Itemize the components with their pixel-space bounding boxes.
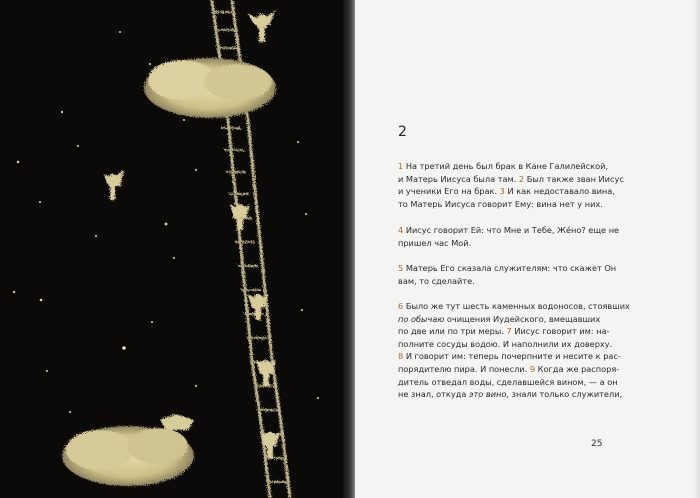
angel-lying-bottom (160, 414, 194, 430)
verse-text: вам, то сделайте. (398, 275, 475, 286)
verse-paragraph (398, 160, 688, 210)
verse-text: по две или по три меры. (398, 326, 507, 337)
text-line (398, 237, 688, 250)
verse-number: 6 (398, 301, 404, 311)
cloud-bottom (62, 426, 194, 486)
italic-text: это вино (469, 389, 507, 400)
text-line (398, 313, 688, 326)
angel-flying-left (104, 170, 124, 200)
text-line (398, 224, 688, 237)
verse-number: 8 (398, 351, 404, 362)
text-page (355, 0, 700, 498)
verse-text: полните сосуды водою. И наполнили их доверху. (398, 338, 613, 349)
verse-text: И как недоставало вина, (504, 186, 615, 197)
text-line (398, 275, 688, 288)
verse-text: и ученики Его на брак. (398, 186, 500, 197)
angel-ladder-2 (248, 294, 268, 320)
verse-text: то Матерь Иисуса говорит Ему: вина нет у них. (398, 198, 603, 209)
verse-text: пришел час Мой. (398, 237, 472, 248)
verse-number: 4 (398, 225, 404, 235)
page-number: 25 (591, 439, 603, 449)
verse-text: Был также зван Иисус (524, 173, 624, 184)
text-line (398, 350, 688, 363)
text-line (398, 338, 688, 351)
text-line (398, 160, 688, 173)
text-line (398, 262, 688, 275)
verse-number: 1 (398, 161, 404, 171)
text-line (398, 198, 688, 211)
verse-text: Иисус говорит Ей: что Мне и Тебе, Жéно? еще не (403, 225, 620, 235)
chapter-number: 2 (398, 124, 407, 140)
verse-text: и Матерь Иисуса была там. (398, 173, 519, 184)
verse-number: 7 (506, 326, 512, 337)
verse-number: 9 (529, 363, 536, 374)
text-line (398, 325, 688, 338)
verse-text: Матерь Его сказала служителям: что скажет Он (403, 263, 617, 273)
verse-number: 2 (518, 173, 525, 184)
text-line (398, 173, 688, 186)
text-line (398, 376, 688, 389)
verse-text: дитель отведал воды, сделавшейся вином, — а он (398, 376, 618, 387)
verse-text: порядителю пира. И понесли. (398, 363, 530, 374)
verse-text: Когда же распоря- (535, 363, 620, 374)
page-edge (694, 0, 700, 498)
cloud-top (144, 58, 276, 118)
text-line (398, 388, 688, 401)
verse-paragraph (398, 224, 688, 249)
verse-text: И говорит им: теперь почерпните и несите к рас- (403, 351, 621, 362)
verse-paragraph (398, 300, 688, 401)
text-line (398, 185, 688, 198)
verse-number: 3 (499, 186, 505, 197)
verse-text: Было же тут шесть каменных водоносов, стоявших (403, 301, 630, 311)
angel-top-right (248, 10, 276, 42)
text-line (398, 363, 688, 376)
verse-number: 5 (398, 263, 404, 273)
verse-text: , знали только служители, (506, 389, 623, 400)
verse-text: Иисус говорит им: на- (511, 326, 610, 337)
verse-text: очищения Иудейского, вмещавших (444, 313, 601, 324)
italic-text: по обычаю (398, 313, 445, 324)
text-line (398, 300, 688, 313)
verse-text: не знал, откуда (398, 389, 470, 400)
verse-paragraph (398, 262, 688, 287)
verse-text: На третий день был брак в Кане Галилейской, (403, 161, 609, 171)
